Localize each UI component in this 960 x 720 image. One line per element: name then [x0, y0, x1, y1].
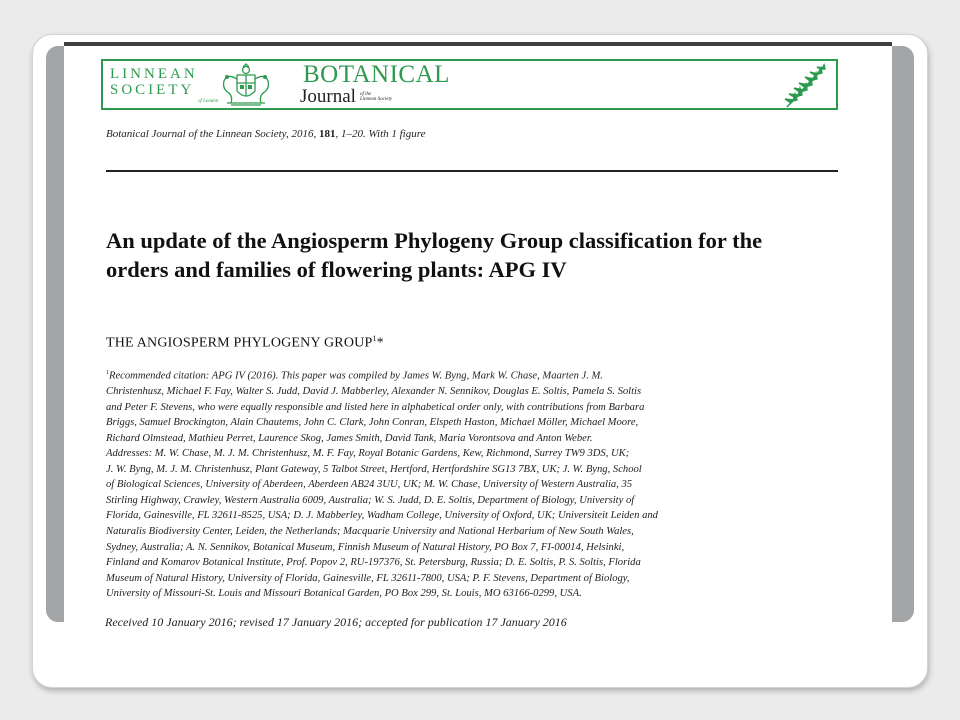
- linnean-crest-icon: [219, 63, 273, 109]
- header-rule: [106, 170, 838, 172]
- received-dates: Received 10 January 2016; revised 17 January 2016; accepted for publication 17 January 2016: [105, 615, 567, 629]
- logo-line-linnean: LINNEAN: [110, 66, 198, 82]
- note-line: Naturalis Biodiversity Center, Leiden, the Netherlands; Macquarie University and National Herbarium of New South Wales,: [106, 526, 634, 537]
- note-line: Finland and Komarov Botanical Institute, Prof. Popov 2, RU-197376, St. Petersburg, Russia; D. E. Soltis, P. S. Soltis, Florida: [106, 557, 641, 569]
- journal-word: Journal: [300, 86, 356, 107]
- note-line: J. W. Byng, M. J. M. Christenhusz, Plant Gateway, 5 Talbot Street, Hertford, Hertfordshire SG13 7BX, UK; J. W. Byng, School: [106, 463, 642, 475]
- journal-subtitle: of the Linnean Society: [360, 92, 393, 102]
- article-authors: THE ANGIOSPERM PHYLOGENY GROUP$^1$*: [106, 334, 384, 351]
- article-title: An update of the Angiosperm Phylogeny Group classification for the orders and families of flowering plants: APG IV: [106, 228, 763, 282]
- journal-citation: Botanical Journal of the Linnean Society, 2016, 181, 1–20. With 1 figure: [106, 128, 426, 140]
- journal-name: BOTANICAL: [303, 61, 450, 88]
- note-line: Sydney, Australia; A. N. Sennikov, Botanical Museum, Finnish Museum of Natural History, PO Box 7, FI-00014, Helsinki,: [106, 541, 625, 553]
- author-note: [106, 366, 846, 602]
- note-line: of Biological Sciences, University of Aberdeen, Aberdeen AB24 3UU, UK; M. W. Chase, University of Western Australia, 35: [106, 479, 633, 491]
- note-line: Stirling Highway, Crawley, Western Australia 6009, Australia; W. S. Judd, D. E. Soltis, Department of Biology, University of: [106, 494, 635, 506]
- logo-line-society: SOCIETY: [110, 82, 195, 98]
- journal-masthead: [101, 59, 838, 110]
- note-line: Museum of Natural History, University of Florida, Gainesville, FL 32611-7800, USA; P. F. Stevens, Department of Biology,: [106, 572, 630, 584]
- note-line: Richard Olmstead, Mathieu Perret, Laurence Skog, James Smith, David Tank, Maria Vorontsova and Anton Weber.: [106, 432, 593, 444]
- logo-line-of-london: of London: [198, 99, 219, 104]
- note-line: $^1$Recommended citation: APG IV (2016). This paper was compiled by James W. Byng, Mark W. Chase, Maarten J. M.: [106, 370, 603, 382]
- note-line: Briggs, Samuel Brockington, Alain Chautems, John C. Clark, John Conran, Elspeth Haston, Michael Möller, Michael Moore,: [106, 417, 639, 429]
- note-line: and Peter F. Stevens, who were equally responsible and listed here in alphabetical order only, with contributions from Barbara: [106, 401, 645, 413]
- linnean-society-logo: [110, 66, 220, 104]
- fern-icon: [777, 63, 833, 109]
- note-line: Christenhusz, Michael F. Fay, Walter S. Judd, David J. Mabberley, Alexander N. Sennikov, Douglas E. Soltis, Pamela S. Soltis: [106, 386, 642, 398]
- note-line: Florida, Gainesville, FL 32611-8525, USA; D. J. Mabberley, Wadham College, University of Oxford, UK; Universiteit Leiden and: [106, 510, 658, 522]
- document-page: [64, 46, 892, 622]
- note-line: University of Missouri-St. Louis and Missouri Botanical Garden, PO Box 299, St. Louis, MO 63166-0299, USA.: [106, 588, 582, 600]
- note-line: Addresses: M. W. Chase, M. J. M. Christenhusz, M. F. Fay, Royal Botanic Gardens, Kew, Richmond, Surrey TW9 3DS, UK;: [106, 448, 630, 460]
